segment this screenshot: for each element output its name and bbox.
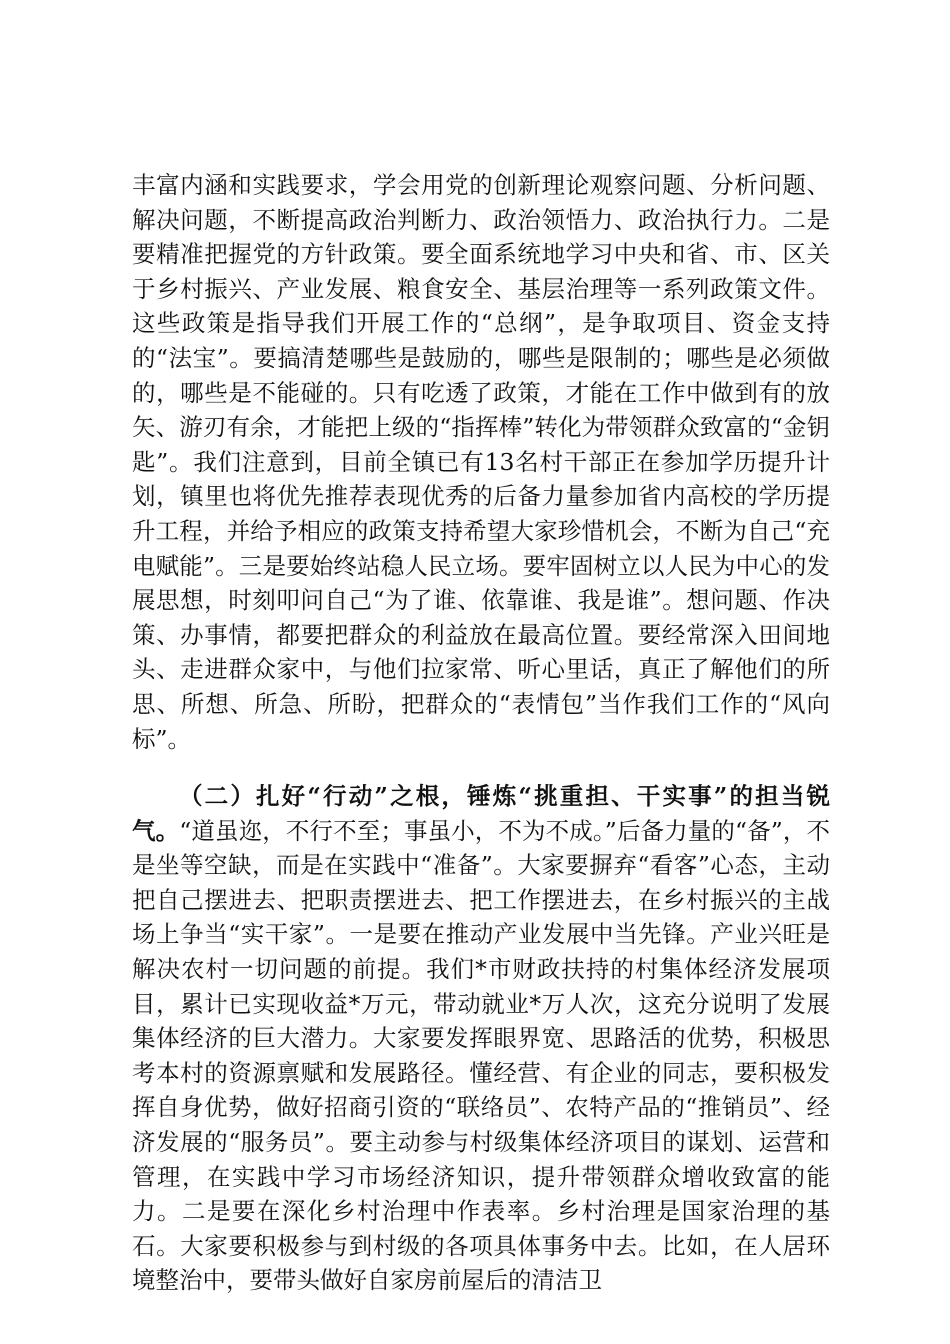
document-page xyxy=(132,168,830,1298)
body-paragraph: 丰富内涵和实践要求，学会用党的创新理论观察问题、分析问题、解决问题，不断提高政治判断力、政治领悟力、政治执行力。二是要精准把握党的方针政策。要全面系统地学习中央和省、市、区关于乡村振兴、产业发展、粮食安全、基层治理等一系列政策文件。这些政策是指导我们开展工作的“总纲”，是争取项目、资金支持的“法宝”。要搞清楚哪些是鼓励的，哪些是限制的；哪些是必须做的，哪些是不能碰的。只有吃透了政策，才能在工作中做到有的放矢、游刃有余，才能把上级的“指挥棒”转化为带领群众致富的“金钥匙”。我们注意到，目前全镇已有13名村干部正在参加学历提升计划，镇里也将优先推荐表现优秀的后备力量参加省内高校的学历提升工程，并给予相应的政策支持希望大家珍惜机会，不断为自己“充电赋能”。三是要始终站稳人民立场。要牢固树立以人民为中心的发展思想，时刻叩问自己“为了谁、依靠谁、我是谁”。想问题、作决策、办事情，都要把群众的利益放在最高位置。要经常深入田间地头、走进群众家中，与他们拉家常、听心里话，真正了解他们的所思、所想、所急、所盼，把群众的“表情包”当作我们工作的“风向标”。 xyxy=(132,171,830,753)
section-body-text: “道虽迩，不行不至；事虽小，不为不成。”后备力量的“备”，不是坐等空缺，而是在实践中“准备”。大家要摒弃“看客”心态，主动把自己摆进去、把职责摆进去、把工作摆进去，在乡村振兴的主战场上争当“实干家”。一是要在推动产业发展中当先锋。产业兴旺是解决农村一切问题的前提。我们*市财政扶持的村集体经济发展项目，累计已实现收益*万元，带动就业*万人次，这充分说明了发展集体经济的巨大潜力。大家要发挥眼界宽、思路活的优势，积极思考本村的资源禀赋和发展路径。懂经营、有企业的同志，要积极发挥自身优势，做好招商引资的“联络员”、农特产品的“推销员”、经济发展的“服务员”。要主动参与村级集体经济项目的谋划、运营和管理，在实践中学习市场经济知识，提升带领群众增收致富的能力。二是要在深化乡村治理中作表率。乡村治理是国家治理的基石。大家要积极参与到村级的各项具体事务中去。比如，在人居环境整治中，要带头做好自家房前屋后的清洁卫 xyxy=(132,816,831,1295)
section-paragraph xyxy=(132,779,830,1298)
section-heading: （二）扎好“行动”之根，锤炼“挑重担、干实事”的担当锐气。 xyxy=(132,782,830,845)
